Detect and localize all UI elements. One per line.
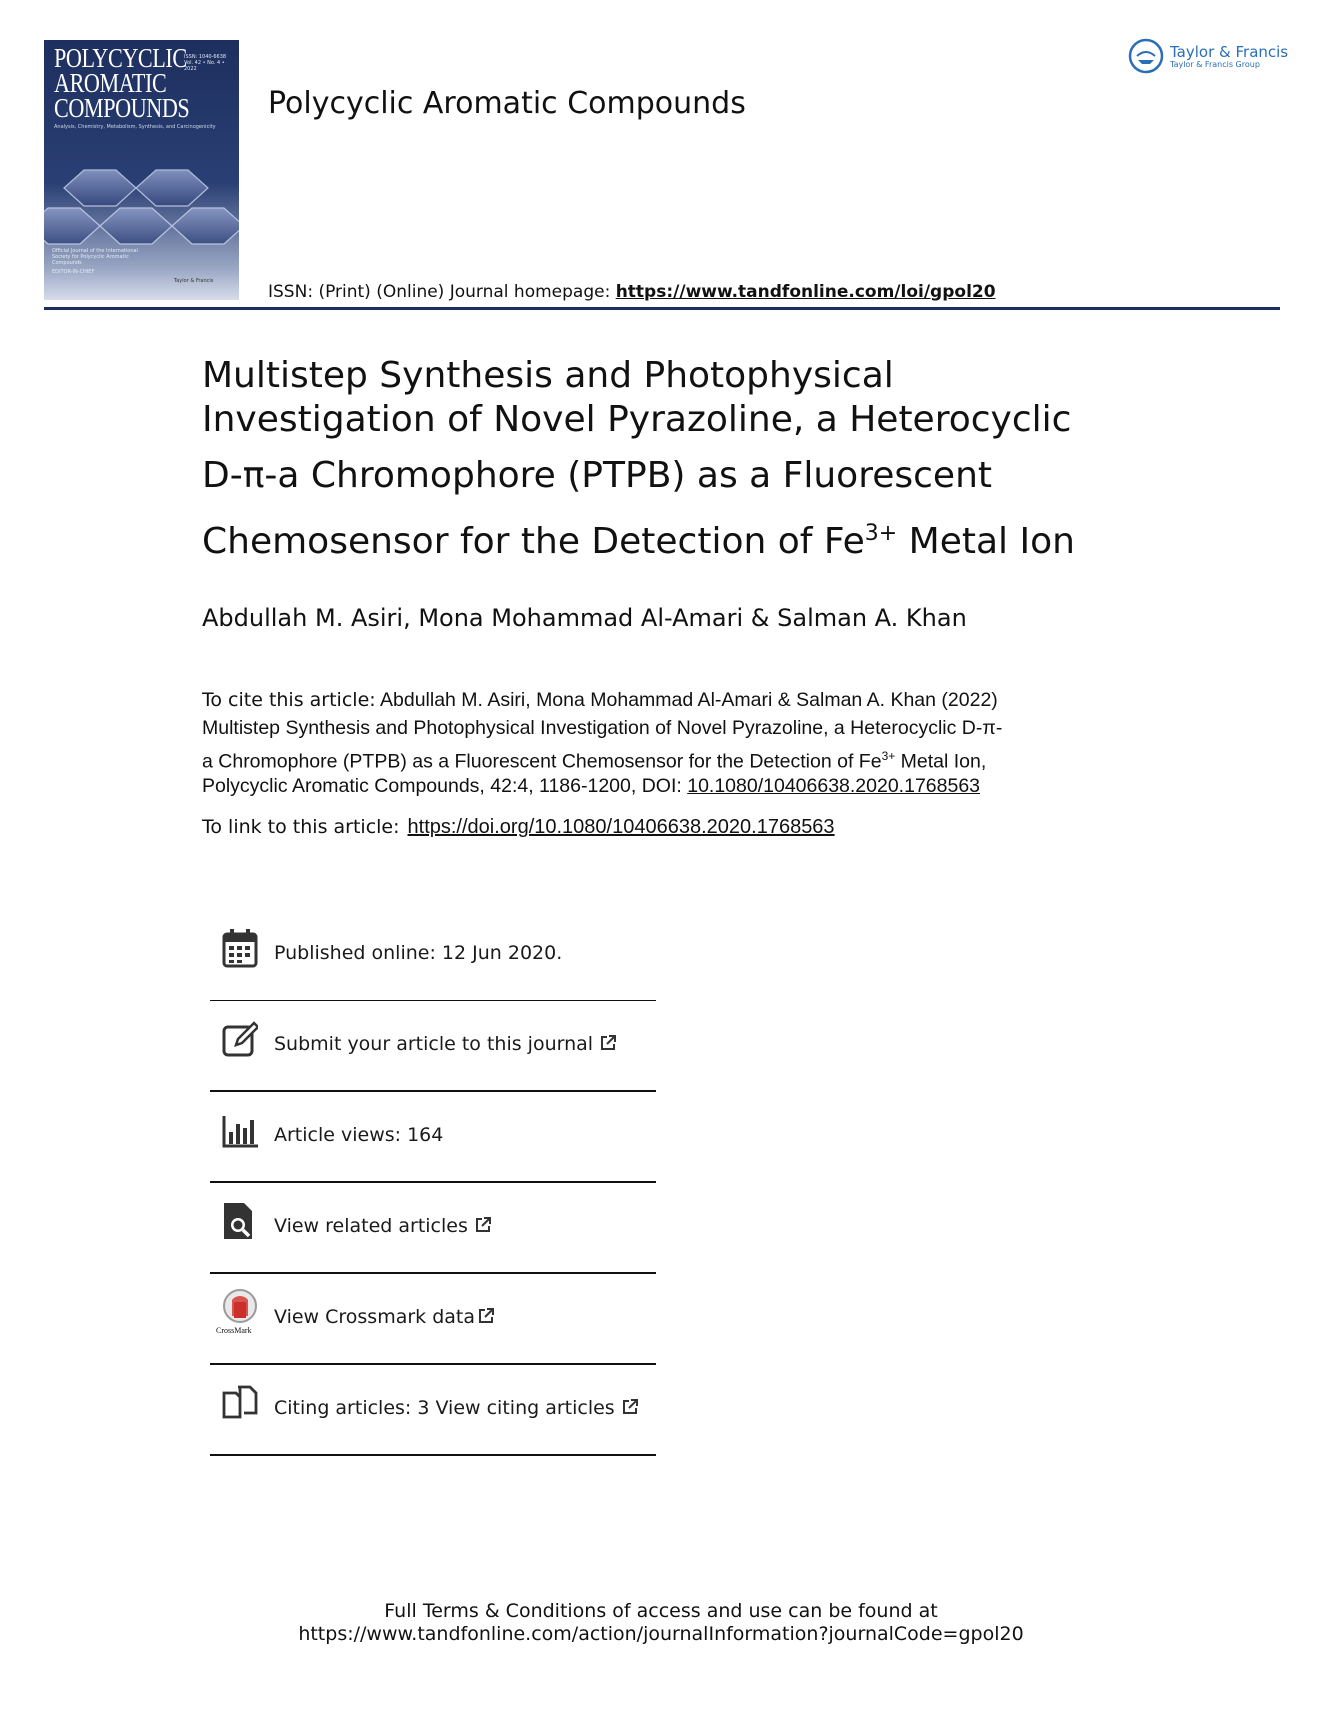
article-title xyxy=(202,352,1162,566)
citation-text: Polycyclic Aromatic Compounds, 42:4, 1186-1200, DOI: xyxy=(202,774,688,797)
bar-chart-icon xyxy=(222,1110,258,1150)
cover-note-text: Official Journal of the International Society for Polycyclic Aromatic Compounds xyxy=(52,248,138,266)
external-link-icon xyxy=(474,1216,492,1234)
title-superscript: 3+ xyxy=(864,521,898,546)
taylor-francis-icon xyxy=(1128,38,1164,74)
submit-article-text: Submit your article to this journal xyxy=(274,1033,594,1055)
cover-publisher xyxy=(174,278,213,284)
external-link-icon xyxy=(621,1398,639,1416)
publisher-logo[interactable] xyxy=(1128,38,1288,74)
crossmark-label: CrossMark xyxy=(216,1326,252,1335)
citation-block xyxy=(202,686,1072,800)
related-articles-link[interactable] xyxy=(274,1215,492,1237)
document-search-icon xyxy=(222,1201,258,1241)
citation-line xyxy=(202,772,1072,800)
crossmark-icon xyxy=(222,1288,258,1328)
cover-hexagon xyxy=(100,208,172,244)
crossmark-text: View Crossmark data xyxy=(274,1306,476,1328)
header-divider xyxy=(44,307,1280,310)
citation-text: a Chromophore (PTPB) as a Fluorescent Chemosensor for the Detection of Fe xyxy=(202,750,882,773)
submit-article-link[interactable] xyxy=(274,1033,617,1055)
article-link-label: To link to this article: xyxy=(202,816,400,838)
journal-homepage-link[interactable]: https://www.tandfonline.com/loi/gpol20 xyxy=(615,282,996,302)
citation-line xyxy=(202,686,1072,714)
calendar-icon xyxy=(222,928,258,968)
citing-articles-link[interactable] xyxy=(274,1397,639,1419)
cover-hexagon xyxy=(64,170,136,206)
issn-line xyxy=(268,282,996,302)
published-text: Published online: 12 Jun 2020. xyxy=(274,942,563,964)
publisher-group: Taylor & Francis Group xyxy=(1170,59,1260,69)
terms-line: Full Terms & Conditions of access and use can be found at xyxy=(384,1600,938,1622)
published-row xyxy=(210,910,656,1001)
title-line-last xyxy=(202,510,1162,566)
crossmark-link[interactable] xyxy=(274,1306,495,1328)
cover-hexagon xyxy=(136,170,208,206)
title-line: Multistep Synthesis and Photophysical xyxy=(202,355,894,396)
cover-hexagon xyxy=(172,208,239,244)
publisher-name: Taylor & Francis xyxy=(1170,42,1289,61)
article-views-text: Article views: 164 xyxy=(274,1124,444,1146)
cover-title xyxy=(54,43,190,123)
cover-title-line: COMPOUNDS xyxy=(54,93,190,123)
terms-footer xyxy=(0,1600,1322,1646)
edit-icon xyxy=(222,1019,258,1059)
submit-article-row[interactable] xyxy=(210,1001,656,1092)
terms-url[interactable]: https://www.tandfonline.com/action/journalInformation?journalCode=gpol20 xyxy=(298,1623,1024,1645)
article-link-line xyxy=(202,816,835,839)
cover-title-line: POLYCYCLIC xyxy=(54,43,187,73)
article-info-list xyxy=(210,910,656,1456)
article-doi-url[interactable]: https://doi.org/10.1080/10406638.2020.1768563 xyxy=(407,816,835,838)
related-articles-text: View related articles xyxy=(274,1215,468,1237)
citation-text: Metal Ion, xyxy=(895,750,987,773)
cover-issn xyxy=(184,54,239,72)
publisher-logo-text xyxy=(1170,44,1288,69)
citation-superscript: 3+ xyxy=(881,749,896,763)
cover-hexagon xyxy=(44,208,100,244)
citing-articles-row[interactable] xyxy=(210,1365,656,1456)
title-line: Investigation of Novel Pyrazoline, a Heterocyclic xyxy=(202,399,1072,440)
cover-issn-text: ISSN: 1040-6638 xyxy=(184,54,227,60)
journal-name: Polycyclic Aromatic Compounds xyxy=(268,86,746,121)
citing-articles-icon xyxy=(222,1383,258,1423)
doi-link[interactable]: 10.1080/10406638.2020.1768563 xyxy=(687,774,981,797)
citing-articles-text: Citing articles: 3 View citing articles xyxy=(274,1397,615,1419)
external-link-icon xyxy=(477,1307,495,1325)
crossmark-row[interactable] xyxy=(210,1274,656,1365)
title-line: Chemosensor for the Detection of Fe xyxy=(202,521,865,562)
title-end: Metal Ion xyxy=(897,521,1075,562)
citation-text: Abdullah M. Asiri, Mona Mohammad Al-Amari & Salman A. Khan (2022) xyxy=(375,689,998,711)
cover-editor: EDITOR-IN-CHIEF xyxy=(52,269,95,275)
related-articles-row[interactable] xyxy=(210,1183,656,1274)
citation-line: Multistep Synthesis and Photophysical Investigation of Novel Pyrazoline, a Heterocyclic D-π- xyxy=(202,717,1003,739)
cover-title-line: AROMATIC xyxy=(54,68,167,98)
article-views-row xyxy=(210,1092,656,1183)
citation-label: To cite this article: xyxy=(202,689,376,711)
cover-subtitle: Analysis, Chemistry, Metabolism, Synthesis, and Carcinogenicity xyxy=(54,124,216,130)
issn-prefix: ISSN: (Print) (Online) Journal homepage: xyxy=(268,282,616,302)
external-link-icon xyxy=(599,1034,617,1052)
citation-line xyxy=(202,742,1072,776)
journal-cover xyxy=(44,40,239,300)
cover-volume: Vol. 42 • No. 4 • 2022 xyxy=(184,60,225,72)
cover-publisher-text: Taylor & Francis xyxy=(174,278,214,284)
authors: Abdullah M. Asiri, Mona Mohammad Al-Amari & Salman A. Khan xyxy=(202,604,967,632)
title-line: D-π-a Chromophore (PTPB) as a Fluorescent xyxy=(202,455,992,496)
cover-note xyxy=(52,248,152,275)
